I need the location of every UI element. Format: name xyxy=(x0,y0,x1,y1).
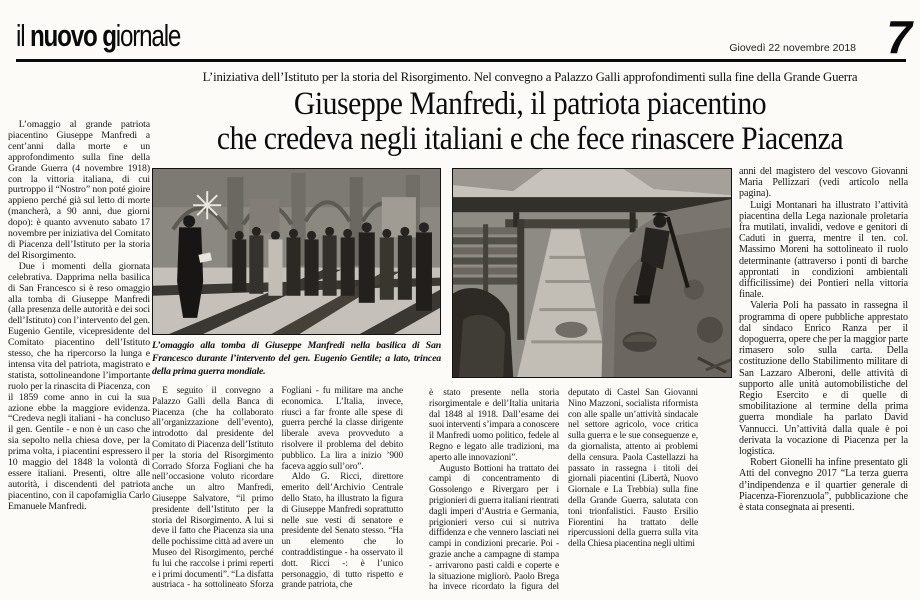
headline-line-1: Giuseppe Manfredi, il patriota piacentino xyxy=(293,86,767,122)
article-right-column xyxy=(739,166,908,600)
photo-caption: L’omaggio alla tomba di Giuseppe Manfredi nella basilica di San Francesco durante l’intervento del gen. Eugenio Gentile; a lato, trincea della prima guerra mondiale. xyxy=(152,340,441,377)
article-columns-under-photo xyxy=(429,388,698,600)
issue-date: Giovedì 22 novembre 2018 xyxy=(729,42,856,54)
trench-photo-illustration xyxy=(453,169,731,377)
paragraph: Due i momenti della giornata celebrativa. Dapprima nella basilica di San Francesco si è reso omaggio alla tomba di Giuseppe Manfredi (alla presenza delle autorità e dei soci dell’Istituto) con l’intervento del gen. Eugenio Gentile, vicepresidente del Comitato piacentino dell’Istituto stesso, che ha ripercorso la lunga e intensa vita del patriota, magistrato e statista, sottolineandone l’importante ruolo per la rinascita di Piacenza, con il 1859 come anno in cui la sua azione ebbe la maggiore evidenza. “Credeva negli italiani - ha concluso il gen. Gentile - e non è un caso che sia sepolto nella chiesa dove, per la prima volta, i piacentini espressero il 10 maggio del 1848 la volontà di essere italiani. Presenti, oltre alle autorità, i discendenti del patriota piacentino, con il capofamiglia Carlo Emanuele Manfredi. xyxy=(8,260,150,512)
logo-part-il: il xyxy=(16,18,30,53)
paragraph: L’omaggio al grande patriota piacentino Giuseppe Manfredi a cent’anni dalla morte e un approfondimento sulla fine della Grande Guerra (4 novembre 1918) con la vittoria italiana, di cui purtroppo il “Nostro” non poté gioire appieno perché già sul letto di morte (mancherà, a 90 anni, due giorni dopo): è quanto avvenuto sabato 17 novembre per iniziativa del Comitato di Piacenza dell’Istituto per la storia del Risorgimento. xyxy=(8,120,150,261)
paragraph: È seguito il convegno a Palazzo Galli della Banca di Piacenza (che ha collaborato all’organizzazione dell’evento), introdotto dal presidente del Comitato di Piacenza dell’Istituto per la storia del Risorgimento Corrado Sforza Fogliani che ha nell’occasione voluto ricordare anche un altro Manfredi, Giuseppe Salvatore, “il primo presidente dell’Istituto per la storia del Risorgimento. A lui si deve il fatto che Piacenza sia una delle pochissime città ad avere un Museo del Risorgimento, perché fu lui che raccolse i primi reperti e i primi documenti”. “La disfatta austriaca - ha sottolineato Sforza Fogliani - fu militare ma anche economica. L’Italia, invece, riuscì a far fronte alle spese di guerra perché la classe dirigente liberale aveva provveduto a risolvere il problema del debito pubblico. La lira a inizio ’900 faceva aggio sull’oro”. xyxy=(152,386,403,591)
basilica-photo-illustration xyxy=(153,169,440,334)
paragraph: anni del magistero del vescovo Giovanni Maria Pellizzari (vedi articolo nella pagina). xyxy=(739,166,908,200)
article-columns-under-caption xyxy=(152,386,403,600)
newspaper-logo xyxy=(16,18,180,54)
header-rule xyxy=(16,59,906,62)
kicker: L’iniziativa dell’Istituto per la storia del Risorgimento. Nel convegno a Palazzo Galli approfondimenti sulla fine della Grande Guerra xyxy=(202,70,858,84)
basilica-photo xyxy=(152,168,441,335)
article-left-column xyxy=(8,120,150,600)
headline xyxy=(150,87,910,157)
paragraph: Aldo G. Ricci, direttore emerito dell’Archivio Centrale dello Stato, ha illustrato la figura di Giuseppe Manfredi soprattutto nelle sue vesti di senatore e presidente del Senato stesso. “Ha un elemento che lo contraddistingue - ha osservato il dott. Ricci -: è l’unico personaggio, di tutto rispetto e grande patriota, che xyxy=(281,472,403,591)
logo-part-nuovo: nuovo xyxy=(29,18,103,53)
page-number: 7 xyxy=(886,11,910,63)
paragraph: è stato presente nella storia risorgimentale e dell’Italia unitaria dal 1848 al 1918. Dall’esame dei suoi interventi s’impara a conoscere il Manfredi uomo politico, fedele al Regno e legato alle tradizioni, ma aperto alle innovazioni”. xyxy=(429,388,559,463)
trench-photo xyxy=(452,168,732,378)
paragraph: Robert Gionelli ha infine presentato gli Atti del convegno 2017 “La terza guerra d’indipendenza e il quartier generale di Piacenza-Fiorenzuola”, pubblicazione che è stata consegnata ai presenti. xyxy=(739,457,908,514)
paragraph: Valeria Poli ha passato in rassegna il programma di opere pubbliche apprestato dal sindaco Enrico Ranza per il dopoguerra, opere che per la maggior parte rimasero solo sulla carta. Della costituzione dello Stabilimento militare di San Lazzaro Alberoni, delle attività di supporto alle unità automobilistiche del Regio Esercito e di quelle di smobilitazione al termine della prima guerra mondiale ha parlato David Vannucci. Un’attività dalla quale è poi derivata la vocazione di Piacenza per la logistica. xyxy=(739,300,908,458)
logo-part-g: g xyxy=(102,18,116,53)
paragraph: Augusto Bottioni ha trattato dei campi di concentramento di Gossolengo e Rivergaro per i prigionieri di guerra italiani rientrati dagli imperi d’Austria e Germania, prigionieri verso cui si nutriva diffidenza e che vennero lasciati nei campi in condizioni precarie. Poi - grazie anche a campagne di stampa - arrivarono pasti caldi e coperte e la situazione migliorò. Paolo Brega ha invece ricordato la figura del deputato di Castel San Giovanni Nino Mazzoni, socialista riformista con alle spalle un’attività sindacale nel settore agricolo, voce critica sulla guerra e le sue conseguenze e, da giornalista, attento ai problemi della censura. Paola Castellazzi ha passato in rassegna i titoli dei giornali piacentini (Libertà, Nuovo Giornale e La Trebbia) sulla fine della Grande Guerra, salutata con toni trionfalistici. Fausto Ersilio Fiorentini ha trattato delle ripercussioni della guerra sulla vita della Chiesa piacentina negli ultimi xyxy=(429,388,698,593)
headline-line-2: che credeva negli italiani e che fece rinascere Piacenza xyxy=(216,121,844,157)
logo-part-iornale: iornale xyxy=(115,18,181,53)
paragraph: Luigi Montanari ha illustrato l’attività piacentina della Lega nazionale proletaria fra mutilati, invalidi, vedove e genitori di Caduti in guerra, mentre il ten. col. Massimo Moreni ha sottolineato il ruolo determinante (attraverso i ponti di barche approntati in condizioni ambientali difficilissime) dei Pontieri nella vittoria finale. xyxy=(739,199,908,301)
